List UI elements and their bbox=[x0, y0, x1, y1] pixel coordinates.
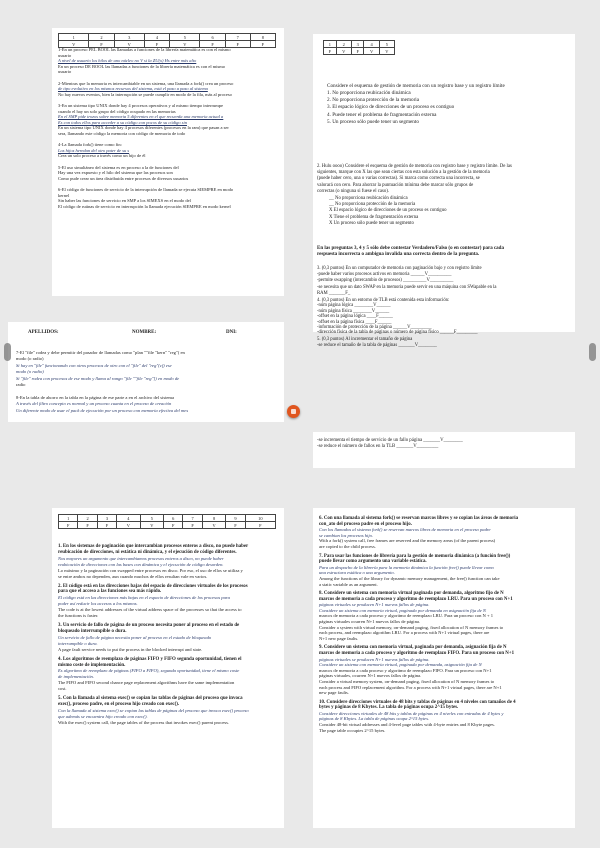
question-text: mismo coste de implementación. bbox=[58, 662, 126, 668]
table-cell: 2 bbox=[89, 34, 114, 41]
table-cell: F bbox=[89, 41, 114, 48]
text-line: En un sistema tipo UNIX donde hay 4 procesos diferentes (procesos en la ram) que pasan a ser bbox=[58, 125, 229, 131]
text-line: 2. No proporciona protección de la memoria bbox=[327, 97, 420, 104]
answer-table bbox=[323, 40, 395, 55]
answer-line: Considere un sistema con memoria virtual, paginada por demanda, asignación fija de N bbox=[319, 662, 482, 668]
text-line: En un proceso DE BOOL las llamadas a funciones de la librería matemática es con el mismo bbox=[58, 63, 226, 69]
text-line: Crea un solo proceso a través como un hijo de él bbox=[58, 153, 146, 159]
answer-table bbox=[58, 514, 276, 529]
section-heading-2: respuesta incorrecta o ambigua invalida una correcta dentro de la pregunta. bbox=[317, 252, 480, 257]
text-line: X Un proceso sólo puede tener un segmento bbox=[329, 220, 414, 226]
answer-line: Consider a system with virtual memory, on-demand paging, fixed allocation of N memory frames to bbox=[319, 624, 504, 630]
table-cell: 4 bbox=[144, 34, 169, 41]
text-line: En el SMP pide trozos sobre memoria 5 diferentes en el que recuerda una memoria actual a bbox=[58, 114, 224, 120]
table-cell: F bbox=[59, 522, 78, 529]
answer-line: interrumpible o dura. bbox=[58, 640, 98, 646]
table-cell: 6 bbox=[164, 515, 183, 522]
table-cell: 6 bbox=[200, 34, 225, 41]
text-line: 4-La llamada fork() tiene como fin: bbox=[58, 142, 122, 148]
question-text: 5. Con la llamada al sistema exec() se copian las tablas de páginas del proceso que invoca bbox=[58, 696, 243, 702]
answer-line: the functions is faster. bbox=[58, 613, 99, 619]
text-line: A través del filtro concepto es normal y un proceso cuanta en el proceso de creación bbox=[16, 401, 172, 407]
answer-line: poder así reducir los accesos a los mismos. bbox=[58, 601, 138, 607]
text-line: RAM _______F_ bbox=[317, 290, 351, 296]
table-cell: V bbox=[202, 522, 225, 529]
question-intro: Considere el esquema de gestión de memoria con un registro base y un registro límite bbox=[327, 83, 505, 89]
answer-line: que además se encuentra hijo creado con exec(). bbox=[58, 713, 148, 719]
answer-line: páginas virtuales ocurren N+1 nuevos fallos de página. bbox=[319, 619, 421, 625]
answer-line: páginas virtuales, ocurren N+1 nuevos fallos de página. bbox=[319, 673, 422, 679]
text-line: modo (o radio) bbox=[16, 356, 44, 362]
question-text: marcos de memoria a cada proceso y algoritmo de reemplazo FIFO. Para un proceso con N+1 bbox=[319, 650, 515, 656]
table-cell: 1 bbox=[324, 41, 337, 48]
table-cell: V bbox=[59, 41, 89, 48]
text-line: Hay una vez expuesto y el hilo del sistema que las procesos son bbox=[58, 170, 173, 176]
surname-label: APELLIDOS: bbox=[28, 330, 59, 335]
document-page-1 bbox=[52, 28, 284, 296]
table-cell: 7 bbox=[225, 34, 250, 41]
question-text: 9. Considere un sistema con memoria virtual, paginada por demanda, asignación fija de N bbox=[319, 645, 507, 651]
question-text: para que el acceso a las funciones sea más rápido. bbox=[58, 589, 162, 595]
table-cell: V bbox=[379, 48, 394, 55]
text-line: kernel bbox=[58, 192, 70, 198]
question-text: 3. Un servicio de fallo de página de un proceso necesita poner al proceso en el estado de bbox=[58, 623, 240, 629]
table-cell: 7 bbox=[183, 515, 202, 522]
floating-action-button[interactable] bbox=[287, 405, 300, 418]
answer-line: are copied to the child process. bbox=[319, 544, 376, 549]
table-cell: V bbox=[170, 41, 200, 48]
answer-line: marcos de memoria a cada proceso y algoritmo de reemplazo FIFO. Para un proceso con N+1 bbox=[319, 667, 492, 673]
answer-line: A page fault service needs to put the process in the blocked interrupt and state. bbox=[58, 646, 203, 652]
text-line: No hay nuevos eventos, bien la interrupción se puede cumplir en modo de la fila, más al proceso bbox=[58, 91, 232, 97]
text-line: cuando el hay un solo grupo del código ocupado en las memorias bbox=[58, 108, 176, 114]
answer-line: each process, and reemplazo algorithm LRU. For a process with N+1 virtual pages, there are bbox=[319, 630, 490, 636]
answer-line: Para un despacho de la librería para la memoria dinámica la función free() puede llevar como bbox=[319, 564, 494, 570]
question-text: con_ato del proceso padre en el proceso hijo. bbox=[319, 521, 412, 527]
answer-line: With the exec() system call, the page tables of the process that invokes exec() parent process. bbox=[58, 719, 230, 725]
table-cell: 5 bbox=[140, 515, 163, 522]
answer-line: se cambian los procesos hijo. bbox=[319, 532, 374, 538]
table-cell: F bbox=[144, 41, 169, 48]
question-text: 1. En los sistemas de paginación que intercambian procesos enteros a disco, no puede haber bbox=[58, 544, 249, 549]
text-line: 3-En un sistema tipo UNIX donde hay 4 procesos operativos y al mismo tiempo interrumpe bbox=[58, 103, 223, 108]
text-line: usuario bbox=[58, 69, 72, 75]
document-page-5 bbox=[52, 508, 284, 828]
table-cell: F bbox=[324, 48, 337, 55]
text-line: -información de protección de la página ______V_________ bbox=[317, 325, 432, 330]
text-line: 2-Mientras que la memoria es intercambiable en un sistema, una llamada a fork() crea un proceso bbox=[58, 80, 234, 86]
table-cell: 2 bbox=[78, 515, 97, 522]
table-cell: F bbox=[225, 41, 250, 48]
answer-line: With a fork() system call, free frames are reserved and the memory areas (of the parent process) bbox=[319, 538, 496, 544]
answer-line: páginas virtuales se producen N+1 nuevos fallos de página. bbox=[319, 656, 430, 662]
answer-line: Consider 48-bit virtual addresses and 4-level page tables with 4-byte entries and 8 Kbyte pages. bbox=[319, 722, 495, 728]
text-line: -permite swapping (intercambio de procesos) __________V__________ bbox=[317, 278, 454, 284]
text-line: de tipo evolutivo en los mismos recursos del sistema, está el paso a paso al sistema bbox=[58, 86, 208, 92]
text-line: correctas (o ninguna si fuese el caso). bbox=[317, 188, 390, 194]
answer-line: new page faults. bbox=[319, 690, 349, 696]
table-cell: F bbox=[245, 522, 275, 529]
text-line: -se incrementa el tiempo de servicio de un fallo página _______V________ bbox=[317, 438, 463, 443]
text-line: -se reduce el tamaño de la tabla de páginas _______V________ bbox=[317, 343, 437, 348]
text-line: usuario bbox=[58, 52, 72, 58]
document-page-6 bbox=[313, 508, 575, 828]
text-line: A nivel de usuario los hilos de uno núcleo no V si la ZU(x) Hs entre más alto bbox=[58, 58, 197, 64]
answer-line: Un servicio de fallo de página necesita poner al proceso en el estado de bloqueado bbox=[58, 634, 212, 640]
question-text: 10. Considere direcciones virtuales de 48 bits y tablas de páginas en 4 niveles con tamaños de 4 bbox=[319, 699, 516, 705]
answer-table bbox=[58, 33, 276, 48]
question-text: bloqueado interrumpible o dura. bbox=[58, 628, 127, 634]
question-text: reubicación de direcciones, ni estática ni dinámica, y el ejecución de código diferentes. bbox=[58, 549, 237, 555]
text-line: X El espacio lógico de direcciones de un proceso es contiguo bbox=[329, 208, 447, 214]
table-cell: 3 bbox=[114, 34, 144, 41]
table-cell: V bbox=[364, 48, 379, 55]
answer-line: each process and FIFO replacement algorithm. For a process with N+1 virtual pages, there are N+1 bbox=[319, 684, 502, 690]
table-cell: F bbox=[183, 522, 202, 529]
table-cell: F bbox=[78, 522, 97, 529]
text-line: 4. (0,3 puntos) En un entorno de TLB está contenida esta información: bbox=[317, 298, 450, 303]
text-line: Si "file" rodea con procesos de ese modo y llama al rango "file ""file "reg"]) en modo de bbox=[16, 375, 180, 381]
question-text: 4. Los algoritmos de reemplazo de páginas FIFO y FIFO segunda oportunidad, tienen el bbox=[58, 656, 242, 662]
text-line: El código de rutinas de servicio en interrupción la llamada ejecución SIEMPRE en modo kernel bbox=[58, 203, 231, 209]
text-line: 1-En un proceso PEL BOOL las llamadas a funciones de la librería matemática es con el mismo bbox=[58, 47, 231, 52]
answer-line: cost. bbox=[58, 686, 67, 692]
question-text: 2. El código está en las direcciones bajas del espacio de direcciones virtuales de los procesos bbox=[58, 583, 248, 589]
text-line: 5. (0,3 puntos) Al incrementar el tamaño de página bbox=[317, 337, 413, 342]
table-cell: 4 bbox=[364, 41, 379, 48]
answer-line: Consider a virtual memory system, on-demand paging, fixed allocation of N memory frames to bbox=[319, 678, 495, 684]
left-scroll-handle[interactable] bbox=[4, 343, 11, 361]
document-page-3 bbox=[8, 322, 284, 422]
table-cell: 5 bbox=[379, 41, 394, 48]
text-line: valorará con cero. Para ahorrar la puntuación mínima debe marcar sólo grupos de bbox=[317, 182, 474, 188]
text-line: X Tiene el problema de fragmentación externa bbox=[329, 214, 419, 220]
answer-line: Con los llamados al sistema fork() se reservan marcos libres de memoria en el proceso padre bbox=[319, 527, 491, 533]
text-line: 5. Un proceso sólo puede tener un segmento bbox=[327, 118, 419, 125]
table-cell: F bbox=[164, 522, 183, 529]
text-line: Un diferente modo de usar el pack de ejecución por un proceso con memoria efectiva del mes bbox=[16, 407, 189, 413]
text-line: 3. El espacio lógico de direcciones de un proceso es contiguo bbox=[327, 104, 455, 111]
answer-line: de implementación. bbox=[58, 674, 94, 680]
answer-line: The page table occupies 2^15 bytes. bbox=[319, 727, 386, 733]
table-cell: V bbox=[114, 41, 144, 48]
table-cell: 3 bbox=[97, 515, 116, 522]
question-text: 6. Con una llamada al sistema fork() se reservan marcos libres y se copian las áreas de memoria bbox=[319, 516, 519, 521]
text-line: __ No proporciona reubicación dinámica bbox=[329, 196, 408, 201]
text-line: -dirección física de la tabla de páginas o número de página físico ______F_________ bbox=[317, 330, 478, 336]
text-line: -puede haber varios procesos activos en memoria ______V__________ bbox=[317, 272, 452, 278]
text-line: (puede haber cero, una o varias correctas). Si marca como correcta una incorrecta, se bbox=[317, 176, 480, 182]
table-cell: 5 bbox=[170, 34, 200, 41]
table-cell: F bbox=[351, 48, 364, 55]
question-text: puede llevar como argumento una variable estática. bbox=[319, 559, 427, 565]
answer-line: se entre ambos no dependen, aun cuando muchos de ellos resultan vale en varios. bbox=[58, 573, 208, 579]
table-cell: 8 bbox=[250, 34, 275, 41]
text-line: Sin haber las funciones de servicio en SMP a los SIMEXS en el modo del bbox=[58, 198, 191, 204]
table-cell: F bbox=[200, 41, 225, 48]
question-text: 7. Para usar las funciones de librería para la gestión de memoria dinámica (a función free()) bbox=[319, 553, 511, 559]
text-line: -núm página lógica ________V______ bbox=[317, 303, 391, 309]
text-line: modo (o radio) bbox=[16, 369, 44, 375]
table-cell: 10 bbox=[245, 515, 275, 522]
table-cell: 4 bbox=[117, 515, 140, 522]
text-line: Es con todos ellos para acceder a su código con pocos de su código sin bbox=[58, 119, 187, 125]
table-cell: 2 bbox=[336, 41, 351, 48]
text-line: Si hay en "file" funcionando con otros procesos de otro con el "file" del "reg"(cf) ese bbox=[16, 362, 172, 368]
text-line: 6-El código de funciones de servicio de la interrupción de llamada se ejecuta SIEMPRE en modo bbox=[58, 187, 234, 192]
document-page-2 bbox=[313, 34, 575, 348]
table-cell: 8 bbox=[202, 515, 225, 522]
answer-line: Con la llamada al sistema exec() se copian las tablas de páginas del proceso que invoca exec() proceso bbox=[58, 708, 249, 714]
table-cell: V bbox=[140, 522, 163, 529]
answer-line: Considere un sistema con memoria virtual, paginada por demanda en asignación fija de N bbox=[319, 607, 486, 613]
table-cell: V bbox=[336, 48, 351, 55]
text-line: sera, llamando este código la memoria con código de memoria de todo bbox=[58, 131, 186, 136]
table-cell: 9 bbox=[226, 515, 245, 522]
table-cell: F bbox=[226, 522, 245, 529]
text-line: 3. (0,3 puntos) En un computador de memoria con paginación bajo y con registro límite bbox=[317, 266, 482, 271]
answer-line: marcos de memoria a cada proceso y algoritmo de reemplazo LRU. Para un proceso con N + 1 bbox=[319, 613, 494, 619]
question-text: exec(), proceso padre, en el proceso hijo creado con exec(). bbox=[58, 702, 180, 708]
answer-line: Among the functions of the library for dynamic memory management, the free() function can take bbox=[319, 575, 500, 581]
table-cell: F bbox=[97, 522, 116, 529]
answer-line: N+1 new page faults. bbox=[319, 635, 359, 641]
table-cell: F bbox=[250, 41, 275, 48]
answer-line: Nos mayores un argumento que intercambiamos procesos enteros a disco, no puede haber bbox=[58, 555, 224, 561]
text-line: Como pude crear un área distribuida entre procesos de diversos usuarios bbox=[58, 175, 189, 181]
table-cell: V bbox=[117, 522, 140, 529]
text-line: -núm página física ________V______ bbox=[317, 308, 390, 314]
question-text: marcos de memoria a cada proceso y algoritmo de reemplazo LRU. Para un proceso con N+1 bbox=[319, 596, 513, 602]
text-line: 8-En la tabla de ahorro en la tabla en la página de ese parte a en el archivo del sistema bbox=[16, 394, 175, 400]
dni-label: DNI: bbox=[226, 330, 237, 335]
right-scroll-handle[interactable] bbox=[589, 343, 596, 361]
text-line: Los hijos heredan del otro pater de su s bbox=[58, 147, 130, 153]
text-line: 5-El uso simultáneo del sistema es en proceso a la de funciones del bbox=[58, 164, 179, 170]
answer-line: una estructura estática o una argumento. bbox=[319, 570, 395, 576]
answer-line: The FIFO and FIFO second chance page replacement algorithms have the same implementation bbox=[58, 680, 235, 686]
answer-line: The code is at the lowest addresses of the virtual address space of the processes so that the access to bbox=[58, 607, 242, 613]
text-line: 4. Puede tener el problema de fragmentación externa bbox=[327, 111, 437, 118]
table-cell: 1 bbox=[59, 515, 78, 522]
text-line: siguientes, marque con X las que sean ciertas con esta solución a la gestión de la memoria bbox=[317, 170, 490, 176]
text-line: radio bbox=[16, 382, 26, 387]
text-line: -offset en la página lógica ____F______ bbox=[317, 314, 393, 320]
name-label: NOMBRE: bbox=[132, 330, 157, 335]
answer-line: páginas virtuales se producen N+1 nuevos fallos de página. bbox=[319, 602, 430, 608]
question-text: bytes y páginas de 8 Kbytes. La tabla de páginas ocupa 2^15 bytes. bbox=[319, 705, 459, 711]
text-line: 7-El "file" rodea y debe permitir del pasador de llamadas como "plan ""file "kern" "reg"( en bbox=[16, 350, 185, 355]
answer-line: El código está en las direcciones más bajas en el espacio de direcciones de los procesos para bbox=[58, 595, 230, 601]
answer-line: reubicación de direcciones con las bases con dinámica y el ejecución de código desorden. bbox=[58, 561, 224, 567]
answer-line: a static variable as an argument. bbox=[319, 581, 378, 587]
answer-line: páginas de 8 Kbytes. La tabla de páginas ocupa 2^15 bytes. bbox=[319, 716, 430, 722]
section-heading: En las preguntas 3, 4 y 5 sólo debe contestar Verdadero/Falso (o en contestar) para cada bbox=[317, 246, 504, 251]
table-cell: 1 bbox=[59, 34, 89, 41]
text-line: -se reduce el número de fallos en la TLB _______V_________ bbox=[317, 444, 439, 450]
table-cell: 3 bbox=[351, 41, 364, 48]
question-text: 8. Considere un sistema con memoria virtual paginada por demanda, algoritmo fijo de N bbox=[319, 591, 504, 597]
answer-line: Lo máximo y la paginación con swapped entre procesos en disco. Por eso, el uso de ellos se utiliza y bbox=[58, 567, 243, 573]
answer-line: Considere direcciones virtuales de 48 bits y tablas de páginas en 4 niveles con entradas de 4 bytes y bbox=[319, 710, 504, 716]
text-line: 2. Hulu oooo) Considere el esquema de gestión de memoria con registro base y registro límite. De las bbox=[317, 164, 512, 169]
document-page-4 bbox=[313, 432, 575, 468]
text-line: -offset en la página física ____F______ bbox=[317, 319, 392, 325]
text-line: __ No proporciona protección de la memoria bbox=[329, 202, 416, 208]
answer-line: Es algoritmo de reemplazo de páginas (FIFO a FIFO), segunda oportunidad, tiene el mismo coste bbox=[58, 668, 240, 674]
text-line: -se necesita que un dato SWAP en la memoria puede servir en una máquina con SWapable en la bbox=[317, 284, 497, 290]
text-line: 1. No proporciona reubicación dinámica bbox=[327, 90, 411, 96]
